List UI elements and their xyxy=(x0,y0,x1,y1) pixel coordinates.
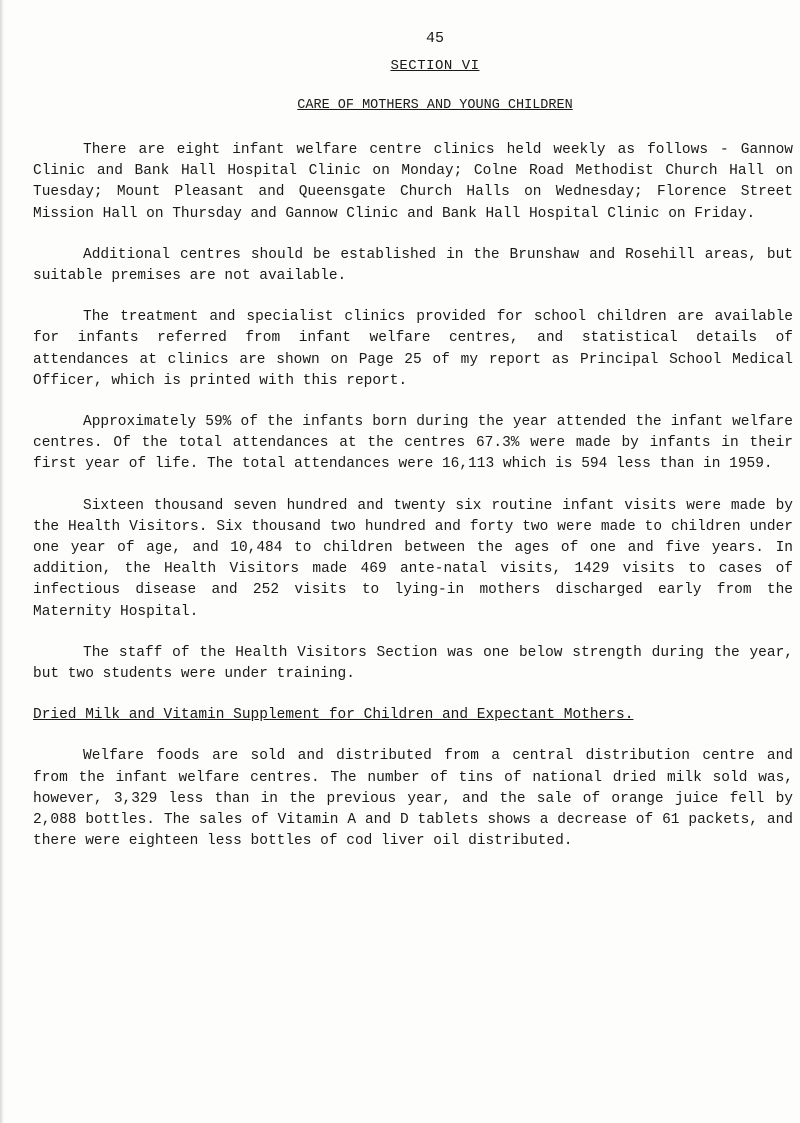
paragraph-staffing: The staff of the Health Visitors Section was one below strength during the year, but two students were under training. xyxy=(33,644,793,683)
paragraph-attendance: Approximately 59% of the infants born during the year attended the infant welfare centres. Of the total attendances at the centres 67.3% were made by infants in their first year of life. The total attendances were 16,113 which is 594 less than in 1959. xyxy=(33,414,793,473)
page-number: 45 xyxy=(425,30,444,47)
section-subheading: CARE OF MOTHERS AND YOUNG CHILDREN xyxy=(297,98,573,113)
paragraph-health-visitor-visits: Sixteen thousand seven hundred and twenty six routine infant visits were made by the Health Visitors. Six thousand two hundred and forty two were made to children under one year of age, and 10,484 to children between the ages of one and five years. In addition, the Health Visitors made 469 ante-natal visits, 1429 visits to cases of infectious disease and 252 visits to lying-in mothers discharged early from the Maternity Hospital. xyxy=(33,497,793,620)
paragraph-clinics: There are eight infant welfare centre clinics held weekly as follows - Gannow Clinic and Bank Hall Hospital Clinic on Monday; Colne Road Methodist Church Hall on Tuesday; Mount Pleasant and Queensgate Church Halls on Wednesday; Florence Street Mission Hall on Thursday and Gannow Clinic and Bank Hall Hospital Clinic on Friday. xyxy=(33,142,793,222)
paragraph-additional-centres: Additional centres should be established in the Brunshaw and Rosehill areas, but suitable premises are not available. xyxy=(33,246,793,285)
section-title: SECTION VI xyxy=(390,58,480,74)
document-body xyxy=(33,140,793,852)
paragraph-treatment-clinics: The treatment and specialist clinics provided for school children are available for infants referred from infant welfare centres, and statistical details of attendances at clinics are shown on Page 25 of my report as Principal School Medical Officer, which is printed with this report. xyxy=(33,309,793,389)
dried-milk-heading: Dried Milk and Vitamin Supplement for Children and Expectant Mothers. xyxy=(33,707,634,724)
paragraph-welfare-foods: Welfare foods are sold and distributed from a central distribution centre and from the infant welfare centres. The number of tins of national dried milk sold was, however, 3,329 less than in the previous year, and the sale of orange juice fell by 2,088 bottles. The sales of Vitamin A and D tablets shows a decrease of 61 packets, and there were eighteen less bottles of cod liver oil distributed. xyxy=(33,748,793,850)
scan-edge-shadow xyxy=(0,0,4,1123)
